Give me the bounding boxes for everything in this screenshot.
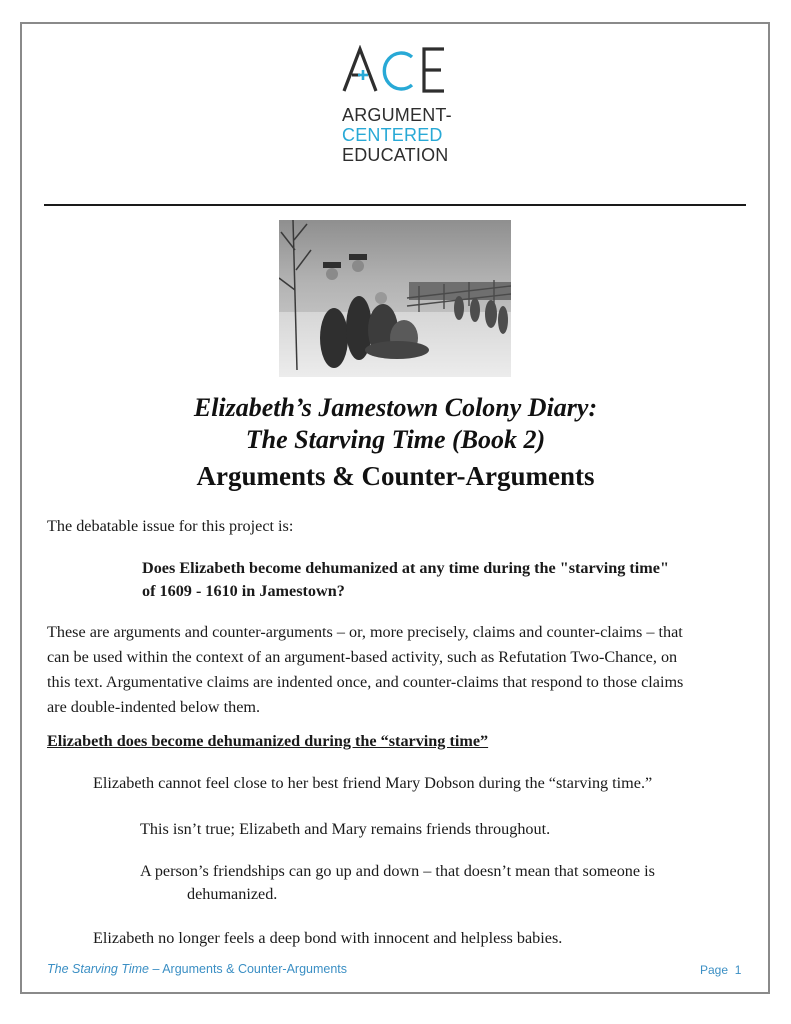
logo-line-education: EDUCATION xyxy=(342,145,449,165)
para-line: are double-indented below them. xyxy=(47,698,261,716)
intro-text: The debatable issue for this project is: xyxy=(47,517,294,535)
page-number-value: 1 xyxy=(734,963,742,977)
page-frame xyxy=(20,22,770,994)
title-line-1: Elizabeth’s Jamestown Colony Diary: xyxy=(193,393,598,422)
logo-line-argument: ARGUMENT- xyxy=(342,105,452,125)
explanation-paragraph xyxy=(47,620,747,720)
header-divider xyxy=(44,204,746,206)
footer-title xyxy=(47,962,347,976)
title-line-2: The Starving Time (Book 2) xyxy=(245,425,546,454)
engraving-illustration xyxy=(279,220,511,377)
counter-claim: A person’s friendships can go up and down – that doesn’t mean that someone is xyxy=(140,862,655,880)
logo-line-centered: CENTERED xyxy=(342,125,443,145)
argument-claim: Elizabeth no longer feels a deep bond with innocent and helpless babies. xyxy=(93,929,563,947)
page-number xyxy=(700,963,741,977)
para-line: These are arguments and counter-arguments – or, more precisely, claims and counter-claims – that xyxy=(47,623,683,641)
footer-title-italic: The Starving Time xyxy=(47,962,150,976)
counter-claim: This isn’t true; Elizabeth and Mary remains friends throughout. xyxy=(140,820,551,838)
para-line: this text. Argumentative claims are indented once, and counter-claims that respond to those claims xyxy=(47,673,684,691)
title-line-3: Arguments & Counter-Arguments xyxy=(196,461,595,491)
footer-title-rest: – Arguments & Counter-Arguments xyxy=(149,962,348,976)
question-line-1: Does Elizabeth become dehumanized at any time during the "starving time" xyxy=(142,559,669,577)
argument-claim: Elizabeth cannot feel close to her best friend Mary Dobson during the “starving time.” xyxy=(93,774,653,792)
section-heading: Elizabeth does become dehumanized during the “starving time” xyxy=(47,732,489,750)
debatable-question xyxy=(142,557,742,603)
question-line-2: of 1609 - 1610 in Jamestown? xyxy=(142,582,345,600)
ace-logo-mark xyxy=(340,45,450,93)
counter-claim-continuation: dehumanized. xyxy=(187,885,278,903)
page-label: Page xyxy=(700,963,729,977)
para-line: can be used within the context of an argument-based activity, such as Refutation Two-Chance, on xyxy=(47,648,678,666)
